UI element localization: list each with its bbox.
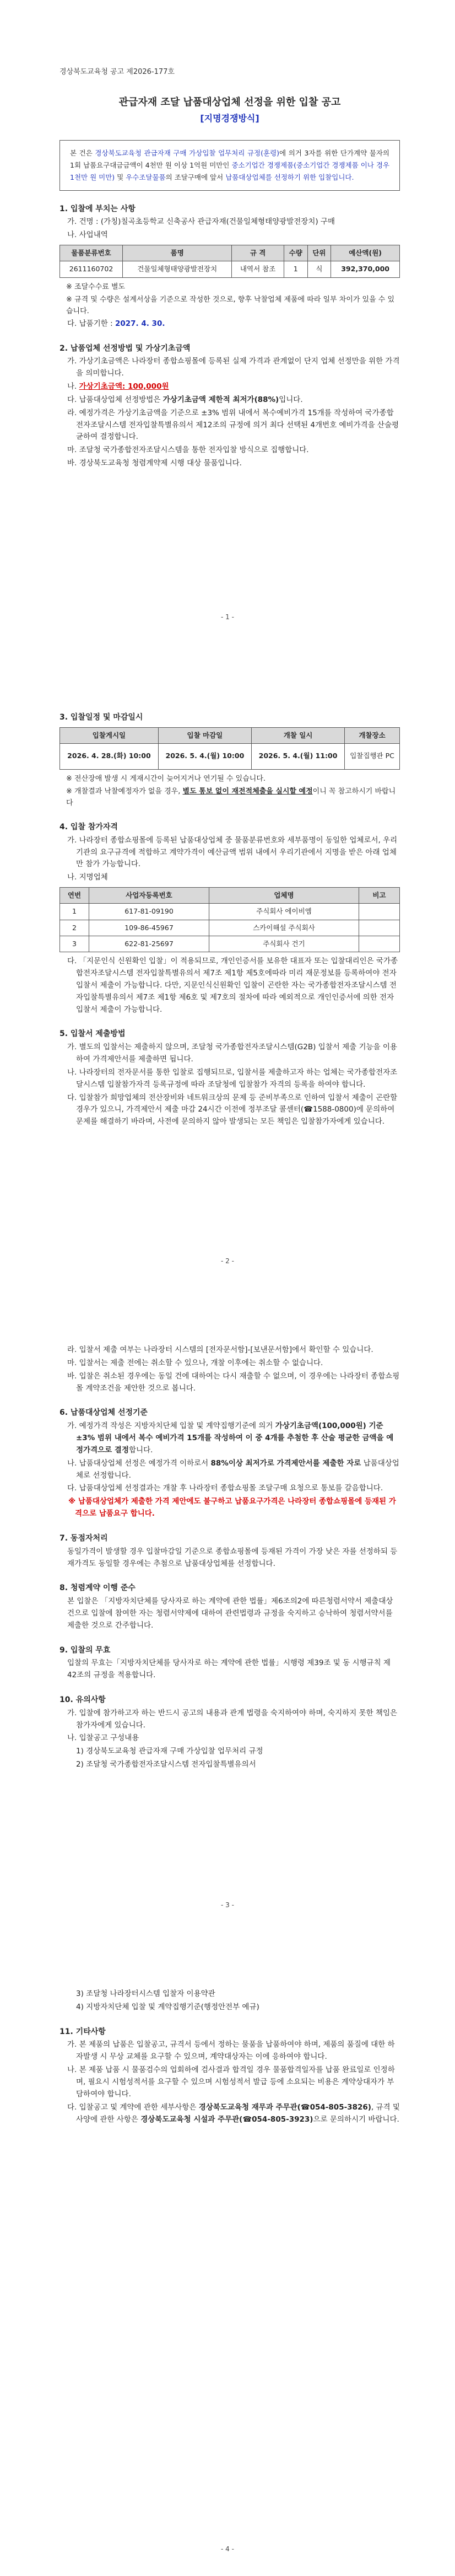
s1-item-ga: 가. 건명 : (가칭)칠곡초등학교 신축공사 관급자재(건물일체형태양광발전장치) 구매 — [67, 217, 335, 227]
table-header: 비고 — [359, 888, 399, 904]
intro-sme-product: 중소기업간 경쟁제품(중소기업간 경쟁제품 이나 경우 1천만 원 미만) — [70, 160, 390, 181]
table-cell: 2 — [60, 920, 89, 936]
table-header: 예산액(원) — [331, 245, 400, 261]
table-cell: 622-81-25697 — [89, 936, 209, 952]
base-amount: 가상기초금액: 100,000원 — [79, 382, 169, 391]
s6-item-ga — [59, 1420, 400, 1457]
s10-sub-1: 1) 경상북도교육청 관급자재 구매 가상입찰 업무처리 규정 — [76, 1747, 263, 1756]
table-cell: 1 — [60, 904, 89, 920]
table-cell: 스카이해설 주식회사 — [209, 920, 359, 936]
s1-item-na: 나. 사업내역 — [67, 230, 108, 240]
section-8-title: 8. 청렴계약 이행 준수 — [59, 1584, 136, 1593]
s2-item-ma: 마. 조달청 국가종합전자조달시스템을 통한 전자입찰 방식으로 집행합니다. — [67, 446, 309, 455]
table-cell: 2611160702 — [60, 261, 123, 277]
designated-companies-table — [59, 887, 400, 952]
table-cell — [359, 936, 399, 952]
s10-item-ga: 가. 입찰에 참가하고자 하는 반드시 공고의 내용과 관계 법령을 숙지하여야 하며, 숙지하지 못한 책임은 참가자에게 있습니다. — [67, 1708, 398, 1730]
section-6-title: 6. 납품대상업체 선정기준 — [59, 1408, 148, 1418]
page-number: - 1 - — [221, 613, 234, 621]
table-cell: 입찰집행관 PC — [345, 743, 400, 769]
s2-da-text: 입니다. — [279, 395, 303, 404]
intro-text: 의 조달구매에 앞서 — [165, 173, 224, 181]
table-header: 단위 — [307, 245, 331, 261]
section-3-title: 3. 입찰일정 및 마감일시 — [59, 713, 143, 722]
s2-item-ga: 가. 가상기초금액은 나라장터 종합쇼핑몰에 등록된 실제 가격과 관계없이 단지 업체 선정만을 위한 가격을 의미합니다. — [67, 357, 400, 378]
s2-item-ra: 라. 예정가격은 가상기초금액을 기준으로 ±3% 범위 내에서 복수예비가격 15개를 작성하여 국가종합전자조달시스템 전자입찰특별유의서 제12조의 규정에 의거 최다 선택된 4개번호 예비가격을 산술평균하여 결정합니다. — [67, 408, 399, 442]
intro-excellent-product: 우수조달물품 — [126, 173, 166, 181]
table-cell — [359, 920, 399, 936]
s5-item-ra: 라. 입찰서 제출 여부는 나라장터 시스템의 [전자문서함]-[보낸문서함]에서 확인할 수 있습니다. — [67, 1345, 373, 1354]
section-9-title: 9. 입찰의 무효 — [59, 1645, 111, 1655]
table-cell: 주식회사 건기 — [209, 936, 359, 952]
s8-text: 본 입찰은 「지방자치단체를 당사자로 하는 계약에 관한 법률」제6조의2에 따른청렴서약서 제출대상 건으로 입찰에 참여한 자는 청렴서약제에 대하여 관련법령과 규정을 숙지하고 승낙하여 청렴서약서를 제출한 것으로 간주합니다. — [67, 1597, 393, 1630]
s6-ga-text: 합니다. — [129, 1445, 153, 1455]
table-header: 규 격 — [232, 245, 284, 261]
s6-na-emphasis: 88%이상 최저가로 가격제안서를 제출한 자로 — [210, 1458, 361, 1468]
business-table — [59, 245, 400, 278]
page-subtitle: [지명경쟁방식] — [200, 113, 259, 124]
table-header: 사업자등록번호 — [89, 888, 209, 904]
table-cell: 2026. 5. 4.(월) 10:00 — [158, 743, 251, 769]
s7-text: 동일가격이 발생할 경우 입찰마감일 기준으로 종합쇼핑몰에 등재된 가격이 가장 낮은 자를 선정하되 등재가격도 동일할 경우에는 추첨으로 납품대상업체를 선정합니다. — [67, 1547, 398, 1568]
s3-note-1: ※ 전산장애 발생 시 게재시간이 늦어지거나 연기될 수 있습니다. — [66, 774, 266, 783]
section-5-title: 5. 입찰서 제출방법 — [59, 1029, 126, 1039]
section-11-title: 11. 기타사항 — [59, 2027, 106, 2036]
page-4 — [0, 1932, 455, 2576]
section-2-title: 2. 납품업체 선정방법 및 가상기초금액 — [59, 344, 191, 353]
s6-ga-text: 가. 예정가격 작성은 지방자치단체 입찰 및 계약집행기준에 의거 — [67, 1421, 273, 1431]
s5-item-da: 다. 입찰참가 희망업체의 전산장비와 네트워크상의 문제 등 준비부족으로 인하여 입찰서 제출이 곤란할 경우가 있으니, 가격제안서 제출 마감 24시간 이전에 정부조달 콜센터(☎1588-0800)에 문의하여 문제를 해결하기 바라며, 사전에 문의하지 않아 발생되는 모든 책임은 입찰참가자에게 있습니다. — [67, 1093, 398, 1126]
table-header: 개찰 일시 — [251, 727, 344, 743]
section-1-title: 1. 입찰에 부치는 사항 — [59, 204, 136, 213]
s6-ga-emphasis: 가상기초금액(100,000원) 기준 ±3% 범위 내에서 복수 예비가격 15개를 작성하여 이 중 4개를 추첨한 후 산술 평균한 금액을 예정가격으로 결정 — [76, 1421, 394, 1455]
s3-note-emphasis: 별도 통보 없이 재전적체출을 실시할 예정 — [182, 787, 313, 796]
section-7-title: 7. 동점자처리 — [59, 1533, 108, 1543]
finance-contact: 경상북도교육청 재무과 주무관(☎054-805-3826) — [198, 2102, 371, 2112]
s6-na-text: 나. 납품대상업체 선정은 예정가격 이하로서 — [67, 1458, 209, 1468]
s1-note-1: ※ 조달수수료 별도 — [66, 282, 126, 291]
intro-purpose: 납품대상업체를 선정하기 위한 입찰입니다. — [225, 173, 354, 181]
table-cell: 3 — [60, 936, 89, 952]
page-2 — [0, 644, 455, 1288]
page-1 — [0, 0, 455, 644]
table-row — [60, 261, 400, 277]
table-header: 품명 — [123, 245, 232, 261]
section-10-title: 10. 유의사항 — [59, 1695, 106, 1705]
deadline-value: 2027. 4. 30. — [115, 319, 165, 328]
table-cell: 109-86-45967 — [89, 920, 209, 936]
schedule-table — [59, 727, 400, 770]
s10-sub-4: 4) 지방자치단체 입찰 및 계약집행기준(행정안전부 예규) — [76, 2002, 259, 2011]
s11-item-da — [59, 2102, 400, 2126]
s2-item-da — [59, 394, 400, 406]
s11-item-na: 나. 본 제품 납품 시 물품검수의 업회하에 검사결과 합격일 경우 물품합격일자를 납품 완료일로 인정하며, 필요시 시험성적서를 요구할 수 있으며 시험성적서 발급 등에 소요되는 비용은 계약상대자가 부담하여야 합니다. — [67, 2065, 395, 2099]
s10-sub-2: 2) 조달청 국가종합전자조달시스템 전자입찰특별유의서 — [76, 1760, 256, 1769]
page-3 — [0, 1288, 455, 1932]
intro-regulation: 경상북도교육청 관급자재 구매 가상입찰 업무처리 규정(훈령) — [95, 149, 280, 158]
s2-item-na — [59, 381, 400, 393]
notice-number: 경상북도교육청 공고 제2026-177호 — [59, 68, 175, 76]
table-row — [60, 743, 400, 769]
s6-item-na — [59, 1458, 400, 1482]
s1-note-2: ※ 규격 및 수량은 설계서상을 기준으로 작성한 것으로, 향후 낙찰업체 제품에 따라 일부 차이가 있을 수 있습니다. — [66, 295, 395, 315]
s10-sub-3: 3) 조달청 나라장터시스템 입찰자 이용약관 — [76, 1989, 215, 1998]
deadline-label: 다. 납품기한 : — [67, 319, 113, 328]
s2-da-method: 가상기초금액 제한적 최저가(88%) — [162, 395, 279, 404]
table-cell: 2026. 4. 28.(화) 10:00 — [60, 743, 159, 769]
s11-da-text: 으로 문의하시기 바랍니다. — [313, 2115, 399, 2124]
page-number: - 4 - — [221, 2545, 234, 2553]
intro-text: 및 — [117, 173, 124, 181]
s11-da-text: , 규격 및 사양에 관한 사항은 — [76, 2102, 400, 2124]
facility-contact: 경상북도교육청 시설과 주무관(☎054-805-3923) — [140, 2115, 313, 2124]
table-cell: 1 — [284, 261, 307, 277]
table-cell: 617-81-09190 — [89, 904, 209, 920]
table-header: 수량 — [284, 245, 307, 261]
intro-text: 본 건은 — [70, 149, 93, 158]
page-title: 관급자재 조달 납품대상업체 선정을 위한 입찰 공고 — [118, 96, 341, 109]
s11-da-text: 다. 입찰공고 및 계약에 관한 세부사항은 — [67, 2102, 197, 2112]
s6-na-text: 납품대상업체로 선정합니다. — [76, 1458, 399, 1480]
table-cell: 392,370,000 — [331, 261, 400, 277]
s4-item-da: 다. 「지문인식 신원확인 입찰」이 적용되므로, 개인인증서를 보유한 대표자 또는 입찰대리인은 국가종합전자조달시스템 전자입찰특별유의서 제7조 제1항 제5호에따라 미리 재문정보를 등록하여야 전자입찰서 제출이 가능합니다. 다만, 지문인식신원확인 입찰이 곤란한 자는 국가종합전자조달시스템 전자입찰특별유의서 제7조 제1항 제6호 및 제7호의 절차에 따라 예외적으로 개인인증서에 의한 전자입찰서 제출이 가능합니다. — [67, 957, 398, 1014]
table-header: 업체명 — [209, 888, 359, 904]
table-cell: 식 — [307, 261, 331, 277]
s10-item-na: 나. 입찰공고 구성내용 — [67, 1734, 139, 1743]
page-number: - 2 - — [221, 1257, 234, 1265]
s5-item-ba: 바. 입찰은 취소된 경우에는 동일 건에 대하여는 다시 재출할 수 없으며, 이 경우에는 나라장터 종합쇼핑몰 계약조건을 제안한 것으로 봅니다. — [67, 1371, 400, 1393]
table-header: 입찰게시일 — [60, 727, 159, 743]
s2-na-label: 나. — [67, 382, 77, 391]
s4-item-na: 나. 지명업체 — [67, 873, 108, 882]
s5-item-ma: 마. 입찰서는 제출 전에는 취소할 수 있으나, 개찰 이후에는 취소할 수 없습니다. — [67, 1358, 323, 1367]
table-header: 연번 — [60, 888, 89, 904]
table-row — [60, 920, 400, 936]
s2-item-ba: 바. 경상북도교육청 청렴계약제 시행 대상 물품입니다. — [67, 459, 242, 468]
table-cell — [359, 904, 399, 920]
page-number: - 3 - — [221, 1901, 234, 1909]
table-cell: 주식회사 에이비엠 — [209, 904, 359, 920]
s9-text: 입찰의 무효는「지방자치단체를 당사자로 하는 계약에 관한 법률」시행령 제39조 및 동 시행규칙 제42조의 규정을 적용합니다. — [67, 1659, 391, 1680]
s6-item-da: 다. 납품대상업체 선정결과는 개찰 후 나라장터 종합쇼핑몰 조달구매 요청으로 통보를 갈음합니다. — [67, 1484, 383, 1493]
s3-note-2 — [59, 786, 400, 809]
s5-item-ga: 가. 별도의 입찰서는 제출하지 않으며, 조달청 국가종합전자조달시스템(G2B) 입찰서 제출 기능을 이용하여 가격제안서를 제출하면 됩니다. — [67, 1043, 397, 1064]
s2-da-text: 다. 납품대상업체 선정방법은 — [67, 395, 161, 404]
s3-note-text: 이니 꼭 참고하시기 바랍니다 — [66, 787, 396, 808]
s1-item-da — [59, 318, 400, 330]
s11-item-ga: 가. 본 제품의 납품은 입찰공고, 규격서 등에서 정하는 물품을 납품하여야 하며, 제품의 품질에 대한 하자발생 시 무상 교체를 요구할 수 있으며, 계약대상자는 이에 응하여야 합니다. — [67, 2040, 395, 2062]
intro-text: 에 의거 3자를 위한 단가계약 물자의 1회 납품요구대금금액이 4천만 원 이상 1억원 미만인 — [70, 149, 390, 169]
table-row — [60, 904, 400, 920]
s4-item-ga: 가. 나라장터 종합쇼핑몰에 등록된 납품대상업체 중 물품분류번호와 세부품명이 동일한 업체로서, 우리기관의 요구규격에 적합하고 계약가격이 예산금액 범위 내에서 우리기관에서 지명을 받은 아래 업체만 참가 가능합니다. — [67, 835, 398, 869]
table-header: 입찰 마감일 — [158, 727, 251, 743]
table-cell: 내역서 참조 — [232, 261, 284, 277]
s6-warning: ※ 납품대상업체가 제출한 가격 제안에도 불구하고 납품요구가격은 나라장터 종합쇼핑몰에 등재된 가격으로 납품요구 합니다. — [68, 1497, 396, 1518]
section-4-title: 4. 입찰 참가자격 — [59, 823, 118, 832]
s3-note-text: ※ 개찰결과 낙찰예정자가 없을 경우, — [66, 787, 181, 796]
table-cell: 2026. 5. 4.(월) 11:00 — [251, 743, 344, 769]
table-cell: 건물일체형태양광발전장치 — [123, 261, 232, 277]
table-header: 개찰장소 — [345, 727, 400, 743]
table-header: 물품분류번호 — [60, 245, 123, 261]
intro-box — [59, 140, 400, 191]
s5-item-na: 나. 나라장터의 전자문서를 통한 입찰로 집행되므로, 입찰서를 제출하고자 하는 업체는 국가종합전자조달시스템 입찰참가자격 등록규정에 따라 조달청에 입찰참가 자격의 등록을 하여야 합니다. — [67, 1067, 398, 1089]
table-row — [60, 936, 400, 952]
